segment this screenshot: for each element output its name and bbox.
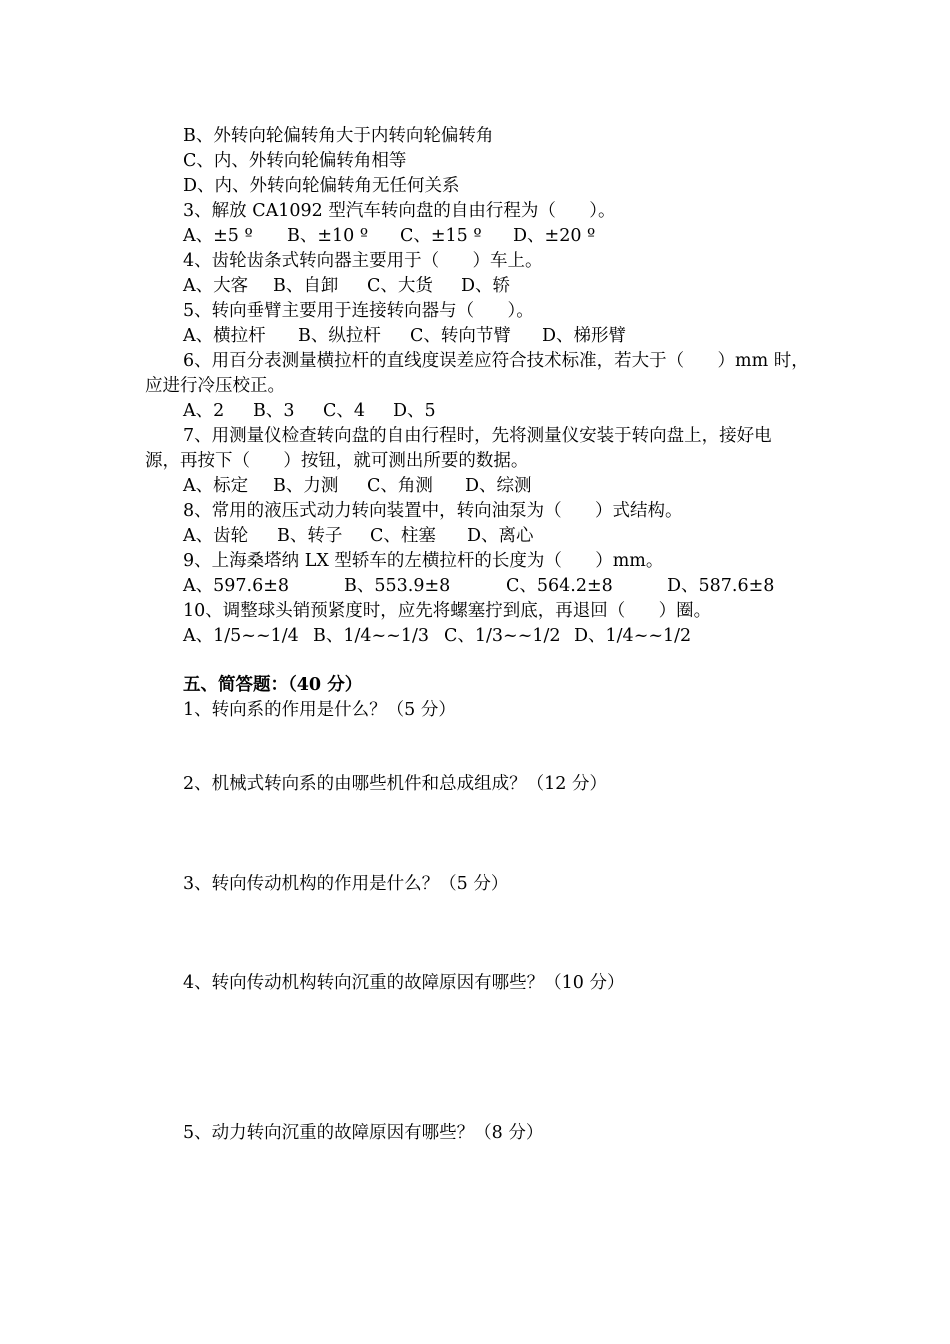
question-7-option-c: C、角测 bbox=[367, 476, 433, 496]
question-10-option-b: B、1/4~~1/3 bbox=[313, 626, 430, 646]
question-7-option-d: D、综测 bbox=[465, 476, 532, 496]
short-answer-2: 2、机械式转向系的由哪些机件和总成组成？（12 分） bbox=[183, 774, 607, 794]
short-answer-5: 5、动力转向沉重的故障原因有哪些？（8 分） bbox=[183, 1123, 544, 1143]
question-9-stem: 9、上海桑塔纳 LX 型轿车的左横拉杆的长度为（ ）mm。 bbox=[183, 551, 664, 571]
question-7-stem-continued: 源，再按下（ ）按钮，就可测出所要的数据。 bbox=[145, 451, 529, 471]
question-6-option-a: A、2 bbox=[183, 401, 225, 421]
question-4-option-a: A、大客 bbox=[183, 276, 249, 296]
short-answer-4: 4、转向传动机构转向沉重的故障原因有哪些？（10 分） bbox=[183, 973, 625, 993]
question-8-option-b: B、转子 bbox=[277, 526, 343, 546]
question-7-option-a: A、标定 bbox=[183, 476, 249, 496]
question-5-option-b: B、纵拉杆 bbox=[298, 326, 381, 346]
question-5-stem: 5、转向垂臂主要用于连接转向器与（ ）。 bbox=[183, 301, 534, 321]
short-answer-1: 1、转向系的作用是什么？（5 分） bbox=[183, 700, 456, 720]
question-10-option-c: C、1/3~~1/2 bbox=[444, 626, 561, 646]
question-4-option-c: C、大货 bbox=[367, 276, 433, 296]
question-3-option-b: B、±10 º bbox=[287, 226, 369, 246]
question-10-option-d: D、1/4~~1/2 bbox=[574, 626, 692, 646]
short-answer-3: 3、转向传动机构的作用是什么？（5 分） bbox=[183, 874, 509, 894]
question-3-option-d: D、±20 º bbox=[513, 226, 596, 246]
question-7-stem: 7、用测量仪检查转向盘的自由行程时，先将测量仪安装于转向盘上，接好电 bbox=[183, 426, 772, 446]
question-6-stem-continued: 应进行冷压校正。 bbox=[145, 376, 285, 396]
question-3-stem: 3、解放 CA1092 型汽车转向盘的自由行程为（ ）。 bbox=[183, 201, 616, 221]
option-b-line: B、外转向轮偏转角大于内转向轮偏转角 bbox=[183, 126, 494, 146]
question-9-option-d: D、587.6±8 bbox=[667, 576, 775, 596]
question-3-option-a: A、±5 º bbox=[183, 226, 253, 246]
question-5-option-d: D、梯形臂 bbox=[542, 326, 627, 346]
question-5-option-c: C、转向节臂 bbox=[410, 326, 511, 346]
section-5-title: 五、简答题：（40 分） bbox=[183, 675, 363, 695]
option-c-line: C、内、外转向轮偏转角相等 bbox=[183, 151, 407, 171]
question-6-option-c: C、4 bbox=[323, 401, 366, 421]
question-5-option-a: A、横拉杆 bbox=[183, 326, 266, 346]
question-8-option-c: C、柱塞 bbox=[370, 526, 436, 546]
question-4-stem: 4、齿轮齿条式转向器主要用于（ ）车上。 bbox=[183, 251, 543, 271]
question-8-option-a: A、齿轮 bbox=[183, 526, 249, 546]
option-d-line: D、内、外转向轮偏转角无任何关系 bbox=[183, 176, 460, 196]
question-6-stem: 6、用百分表测量横拉杆的直线度误差应符合技术标准，若大于（ ）mm 时， bbox=[183, 351, 809, 371]
question-10-stem: 10、调整球头销预紧度时，应先将螺塞拧到底，再退回（ ）圈。 bbox=[183, 601, 712, 621]
question-6-option-b: B、3 bbox=[253, 401, 295, 421]
question-10-option-a: A、1/5~~1/4 bbox=[183, 626, 299, 646]
question-4-option-b: B、自卸 bbox=[273, 276, 339, 296]
question-7-option-b: B、力测 bbox=[273, 476, 339, 496]
question-9-option-b: B、553.9±8 bbox=[344, 576, 451, 596]
question-3-option-c: C、±15 º bbox=[400, 226, 482, 246]
question-8-stem: 8、常用的液压式动力转向装置中，转向油泵为（ ）式结构。 bbox=[183, 501, 683, 521]
question-8-option-d: D、离心 bbox=[467, 526, 534, 546]
question-4-option-d: D、轿 bbox=[461, 276, 511, 296]
question-6-option-d: D、5 bbox=[393, 401, 436, 421]
question-9-option-c: C、564.2±8 bbox=[506, 576, 613, 596]
question-9-option-a: A、597.6±8 bbox=[183, 576, 290, 596]
